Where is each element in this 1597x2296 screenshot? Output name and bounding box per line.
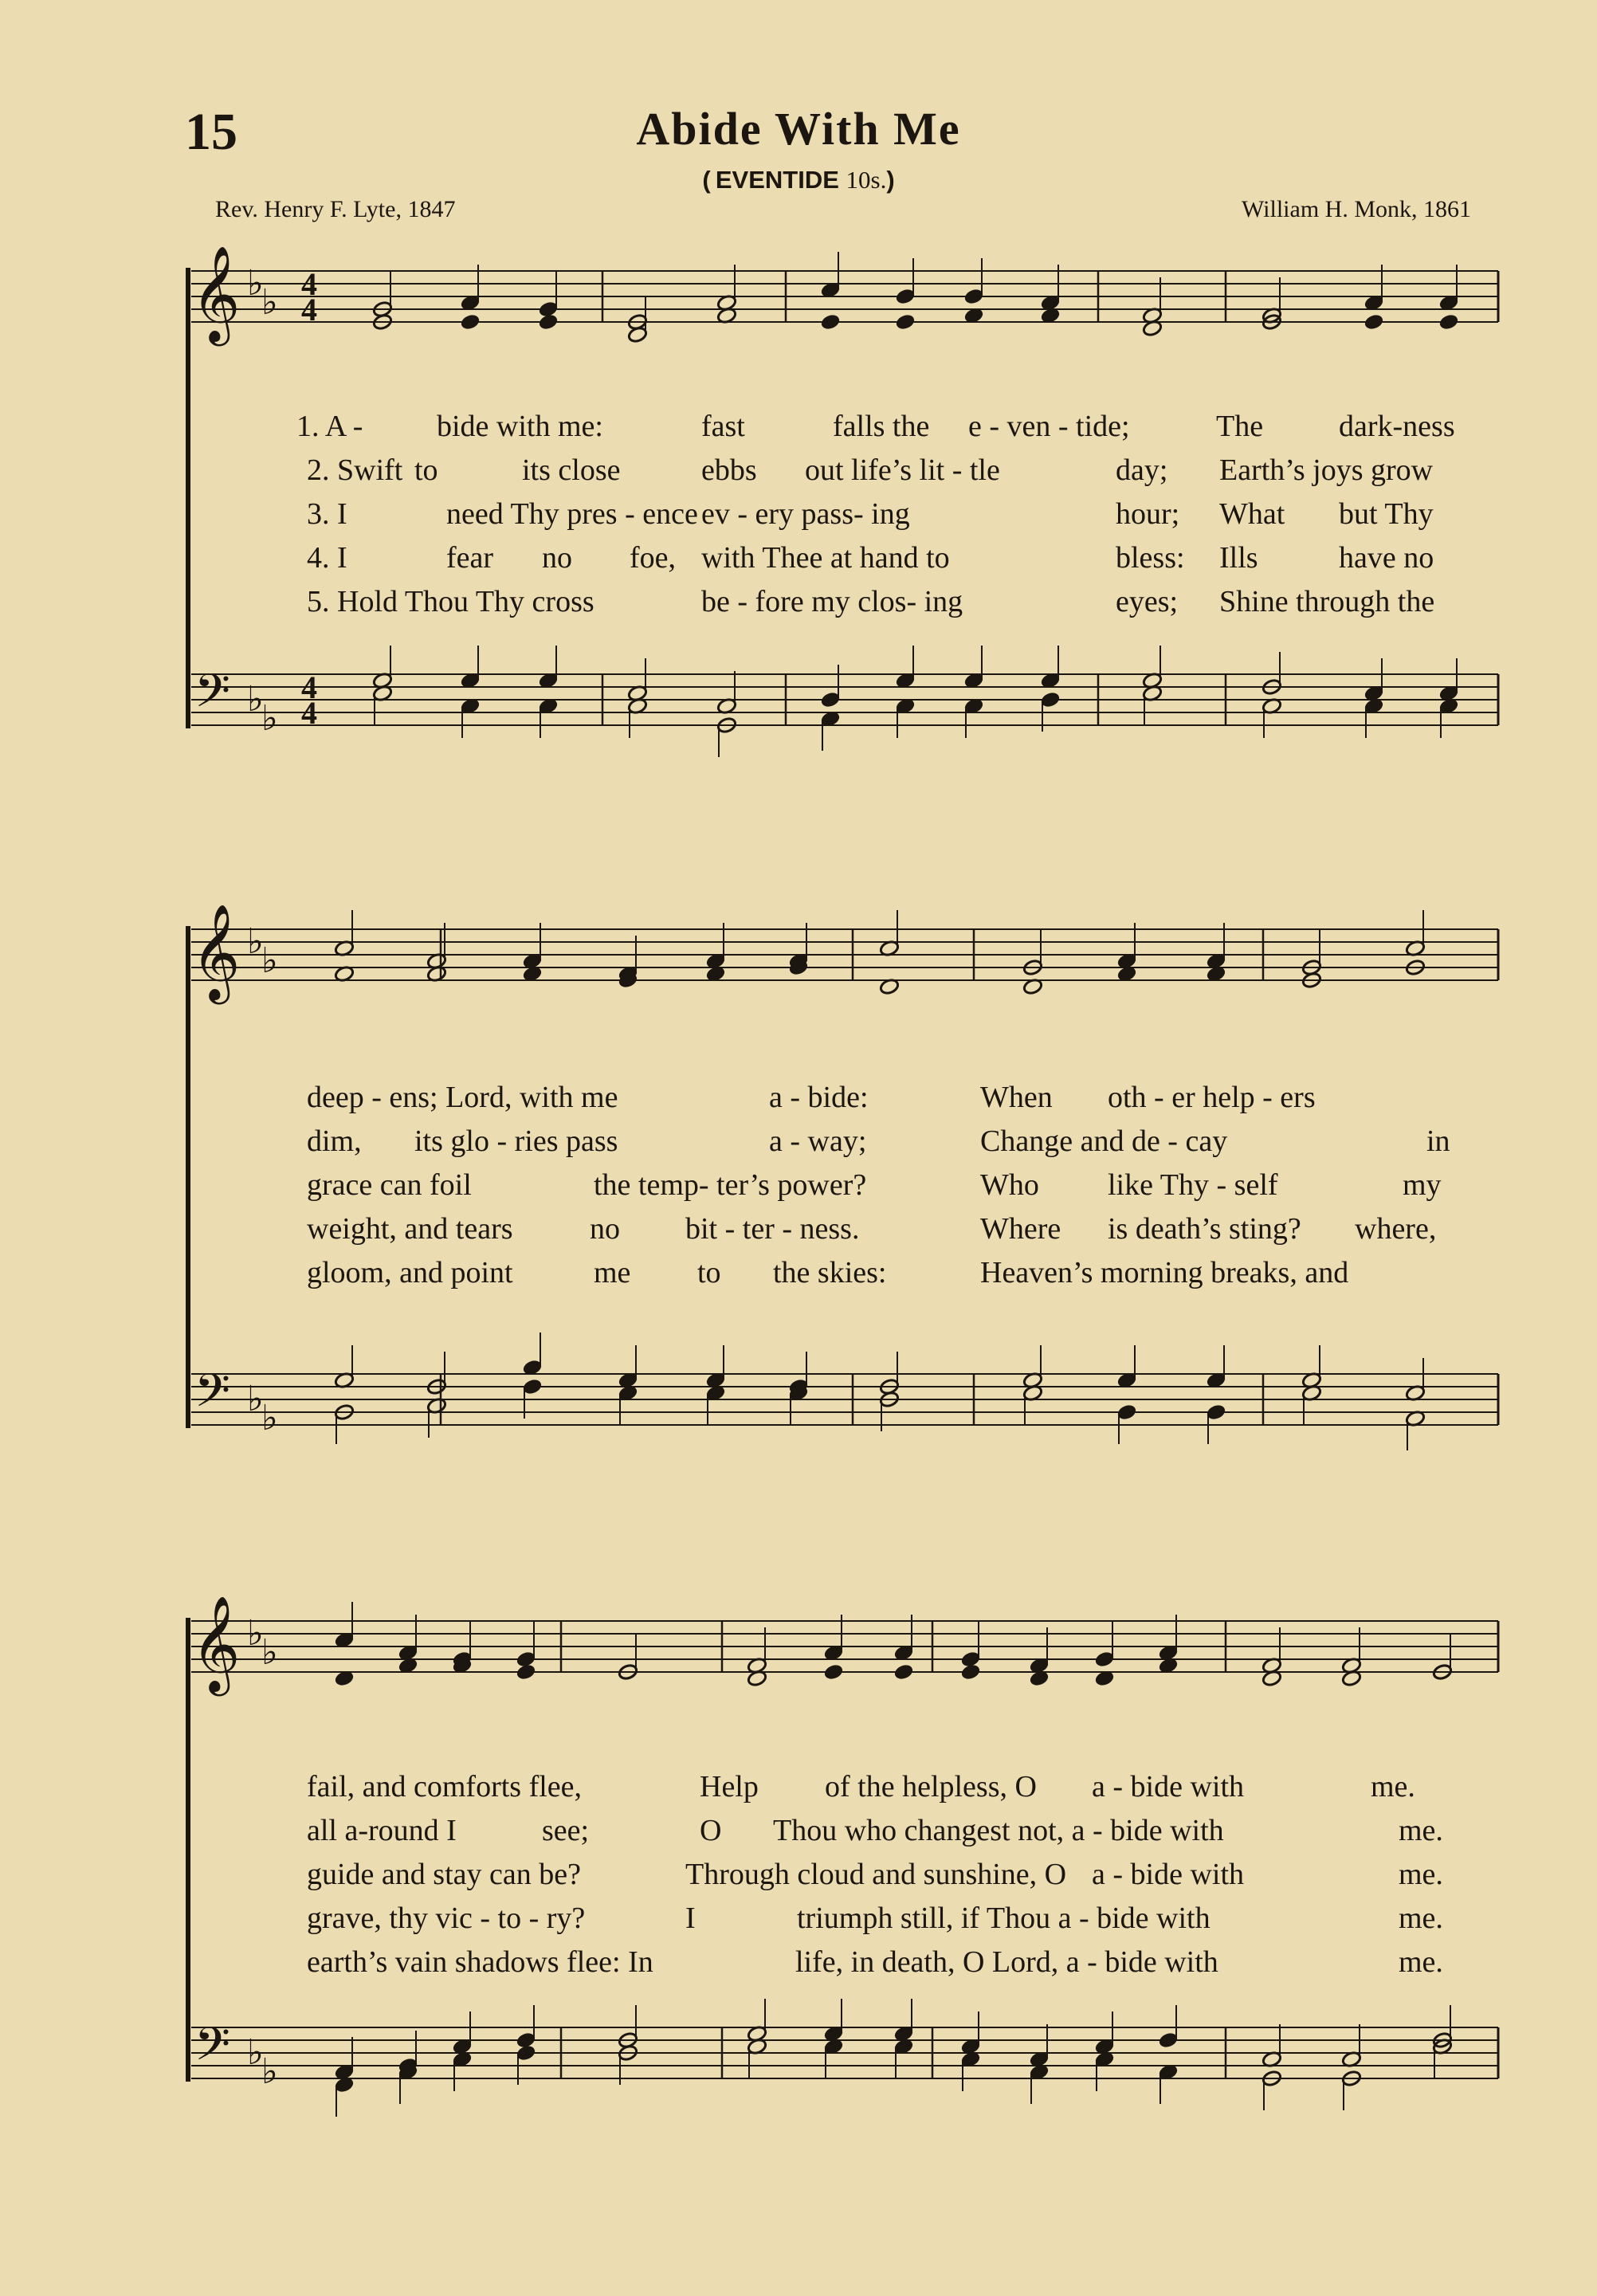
lyric-fragment: of the helpless, O [825, 1770, 1037, 1803]
lyric-fragment: Earth’s joys grow [1219, 453, 1434, 487]
lyric-fragment: Who [980, 1168, 1039, 1202]
lyric-fragment: with Thee at hand to [701, 541, 950, 575]
lyric-fragment: to [697, 1256, 721, 1289]
lyric-fragment: a - way; [769, 1124, 867, 1158]
time-signature-icon: 4 [301, 669, 317, 705]
lyric-fragment: deep - ens; Lord, with me [307, 1081, 618, 1114]
verse-line [0, 1076, 1597, 1120]
notehead [516, 1663, 536, 1681]
lyric-fragment: fail, and comforts flee, [307, 1770, 583, 1803]
lyric-fragment: Heaven’s morning breaks, and [980, 1256, 1349, 1289]
lyric-fragment: Change and de - cay [980, 1124, 1228, 1158]
lyric-fragment: ebbs [701, 453, 757, 487]
flat-sign-icon: ♭ [261, 1398, 278, 1438]
treble-clef-icon: 𝄞 [191, 903, 241, 1000]
lyric-fragment: its glo - ries pass [414, 1124, 618, 1158]
lyric-fragment: to [414, 453, 438, 487]
lyric-fragment: be - fore my clos- ing [701, 585, 963, 618]
lyric-fragment: me [594, 1256, 631, 1289]
verse-line [0, 1853, 1597, 1897]
verse-line [0, 1897, 1597, 1941]
verse-line [0, 493, 1597, 536]
verse-line [0, 1251, 1597, 1295]
lyric-fragment: oth - er help - ers [1108, 1081, 1316, 1114]
notehead [960, 1663, 981, 1681]
lyric-fragment: its close [522, 453, 621, 487]
notehead [460, 313, 481, 331]
lyric-fragment: fear [446, 541, 494, 575]
author-credit: Rev. Henry F. Lyte, 1847 [215, 196, 456, 222]
flat-sign-icon: ♭ [247, 1613, 264, 1654]
lyric-fragment: the temp- ter’s power? [594, 1168, 867, 1202]
verse-line [0, 1765, 1597, 1809]
lyric-fragment: gloom, and point [307, 1256, 513, 1289]
lyric-fragment: guide and stay can be? [307, 1858, 581, 1891]
lyric-fragment: Through cloud and sunshine, O [685, 1858, 1067, 1891]
bass-clef-icon: 𝄢 [194, 1364, 231, 1429]
flat-sign-icon: ♭ [261, 282, 278, 323]
flat-sign-icon: ♭ [247, 2032, 264, 2073]
lyric-fragment: ev - ery pass- ing [701, 497, 910, 531]
lyric-fragment: 1. A - [296, 410, 363, 443]
lyrics-block-3 [0, 1765, 1597, 1984]
lyric-fragment: out life’s lit - tle [805, 453, 1000, 487]
lyric-fragment: 2. Swift [307, 453, 403, 487]
lyric-fragment: all a-round I [307, 1814, 457, 1847]
verse-line [0, 1120, 1597, 1164]
lyric-fragment: hour; [1116, 497, 1180, 531]
lyric-fragment: What [1219, 497, 1285, 531]
lyric-fragment: earth’s vain shadows flee: In [307, 1945, 653, 1979]
lyric-fragment: dark-ness [1339, 410, 1455, 443]
lyric-fragment: see; [542, 1814, 590, 1847]
lyric-fragment: e - ven - tide; [968, 410, 1130, 443]
flat-sign-icon: ♭ [261, 1632, 278, 1673]
flat-sign-icon: ♭ [247, 263, 264, 304]
lyric-fragment: grave, thy vic - to - ry? [307, 1902, 586, 1935]
verse-line [0, 449, 1597, 493]
verse-line [0, 1207, 1597, 1251]
lyric-fragment: life, in death, O Lord, a - bide with [795, 1945, 1218, 1979]
lyric-fragment: need Thy pres - ence [446, 497, 698, 531]
lyric-fragment: a - bide: [769, 1081, 869, 1114]
verse-line [0, 405, 1597, 449]
lyrics-block-1 [0, 405, 1597, 624]
tune-label: EVENTIDE [715, 166, 839, 194]
lyric-fragment: me. [1371, 1770, 1415, 1803]
notehead [820, 313, 841, 331]
lyric-fragment: eyes; [1116, 585, 1179, 618]
time-signature-icon: 4 [301, 695, 317, 731]
lyric-fragment: O [700, 1814, 722, 1847]
notehead [893, 1663, 914, 1681]
flat-sign-icon: ♭ [247, 1379, 264, 1419]
lyric-fragment: have no [1339, 541, 1434, 575]
lyric-fragment: bit - ter - ness. [685, 1212, 860, 1246]
lyric-fragment: Ills [1219, 541, 1258, 575]
verse-line [0, 1809, 1597, 1853]
verse-line [0, 580, 1597, 624]
lyric-fragment: foe, [630, 541, 677, 575]
flat-sign-icon: ♭ [261, 698, 278, 739]
flat-sign-icon: ♭ [247, 679, 264, 720]
hymn-number: 15 [185, 103, 237, 161]
lyric-fragment: no [590, 1212, 620, 1246]
lyric-fragment: The [1216, 410, 1264, 443]
notehead [823, 1663, 844, 1681]
lyric-fragment: falls the [833, 410, 930, 443]
lyric-fragment: dim, [307, 1124, 362, 1158]
notehead [1438, 313, 1459, 331]
lyric-fragment: a - bide with [1092, 1858, 1245, 1891]
lyric-fragment: weight, and tears [307, 1212, 513, 1246]
treble-clef-icon: 𝄞 [191, 1595, 241, 1692]
lyric-fragment: no [542, 541, 572, 575]
lyric-fragment: but Thy [1339, 497, 1434, 531]
lyric-fragment: the skies: [773, 1256, 887, 1289]
notehead [538, 313, 559, 331]
lyric-fragment: 4. I [307, 541, 347, 575]
notehead [895, 313, 916, 331]
lyric-fragment: in [1426, 1124, 1450, 1158]
composer-credit: William H. Monk, 1861 [1242, 196, 1471, 222]
lyric-fragment: me. [1399, 1902, 1443, 1935]
time-signature-icon: 4 [301, 266, 317, 302]
lyrics-block-2 [0, 1076, 1597, 1295]
treble-clef-icon: 𝄞 [191, 245, 241, 342]
lyric-fragment: bide with me: [437, 410, 603, 443]
lyric-fragment: When [980, 1081, 1053, 1114]
lyric-fragment: Where [980, 1212, 1061, 1246]
bass-clef-icon: 𝄢 [194, 664, 231, 729]
tune-name: ( EVENTIDE 10s.) [702, 166, 895, 194]
lyric-fragment: like Thy - self [1108, 1168, 1278, 1202]
flat-sign-icon: ♭ [261, 940, 278, 981]
lyric-fragment: me. [1399, 1858, 1443, 1891]
lyric-fragment: day; [1116, 453, 1168, 487]
lyric-fragment: bless: [1116, 541, 1185, 575]
lyric-fragment: me. [1399, 1945, 1443, 1979]
lyric-fragment: fast [701, 410, 745, 443]
lyric-fragment: Shine through the [1219, 585, 1435, 618]
bass-clef-icon: 𝄢 [194, 2017, 231, 2082]
lyric-fragment: me. [1399, 1814, 1443, 1847]
time-signature-icon: 4 [301, 292, 317, 328]
lyric-fragment: is death’s sting? [1108, 1212, 1301, 1246]
tune-meter: 10s. [846, 166, 887, 194]
lyric-fragment: where, [1355, 1212, 1437, 1246]
flat-sign-icon: ♭ [261, 2051, 278, 2092]
lyric-fragment: my [1403, 1168, 1442, 1202]
lyric-fragment: Help [700, 1770, 759, 1803]
lyric-fragment: 5. Hold Thou Thy cross [307, 585, 594, 618]
notehead [1364, 313, 1384, 331]
verse-line [0, 1164, 1597, 1207]
lyric-fragment: 3. I [307, 497, 347, 531]
verse-line [0, 1941, 1597, 1984]
lyric-fragment: a - bide with [1092, 1770, 1245, 1803]
lyric-fragment: I [685, 1902, 696, 1935]
hymn-title: Abide With Me [636, 103, 961, 155]
flat-sign-icon: ♭ [247, 921, 264, 962]
verse-line [0, 536, 1597, 580]
lyric-fragment: grace can foil [307, 1168, 472, 1202]
lyric-fragment: Thou who changest not, a - bide with [773, 1814, 1224, 1847]
lyric-fragment: triumph still, if Thou a - bide with [797, 1902, 1211, 1935]
